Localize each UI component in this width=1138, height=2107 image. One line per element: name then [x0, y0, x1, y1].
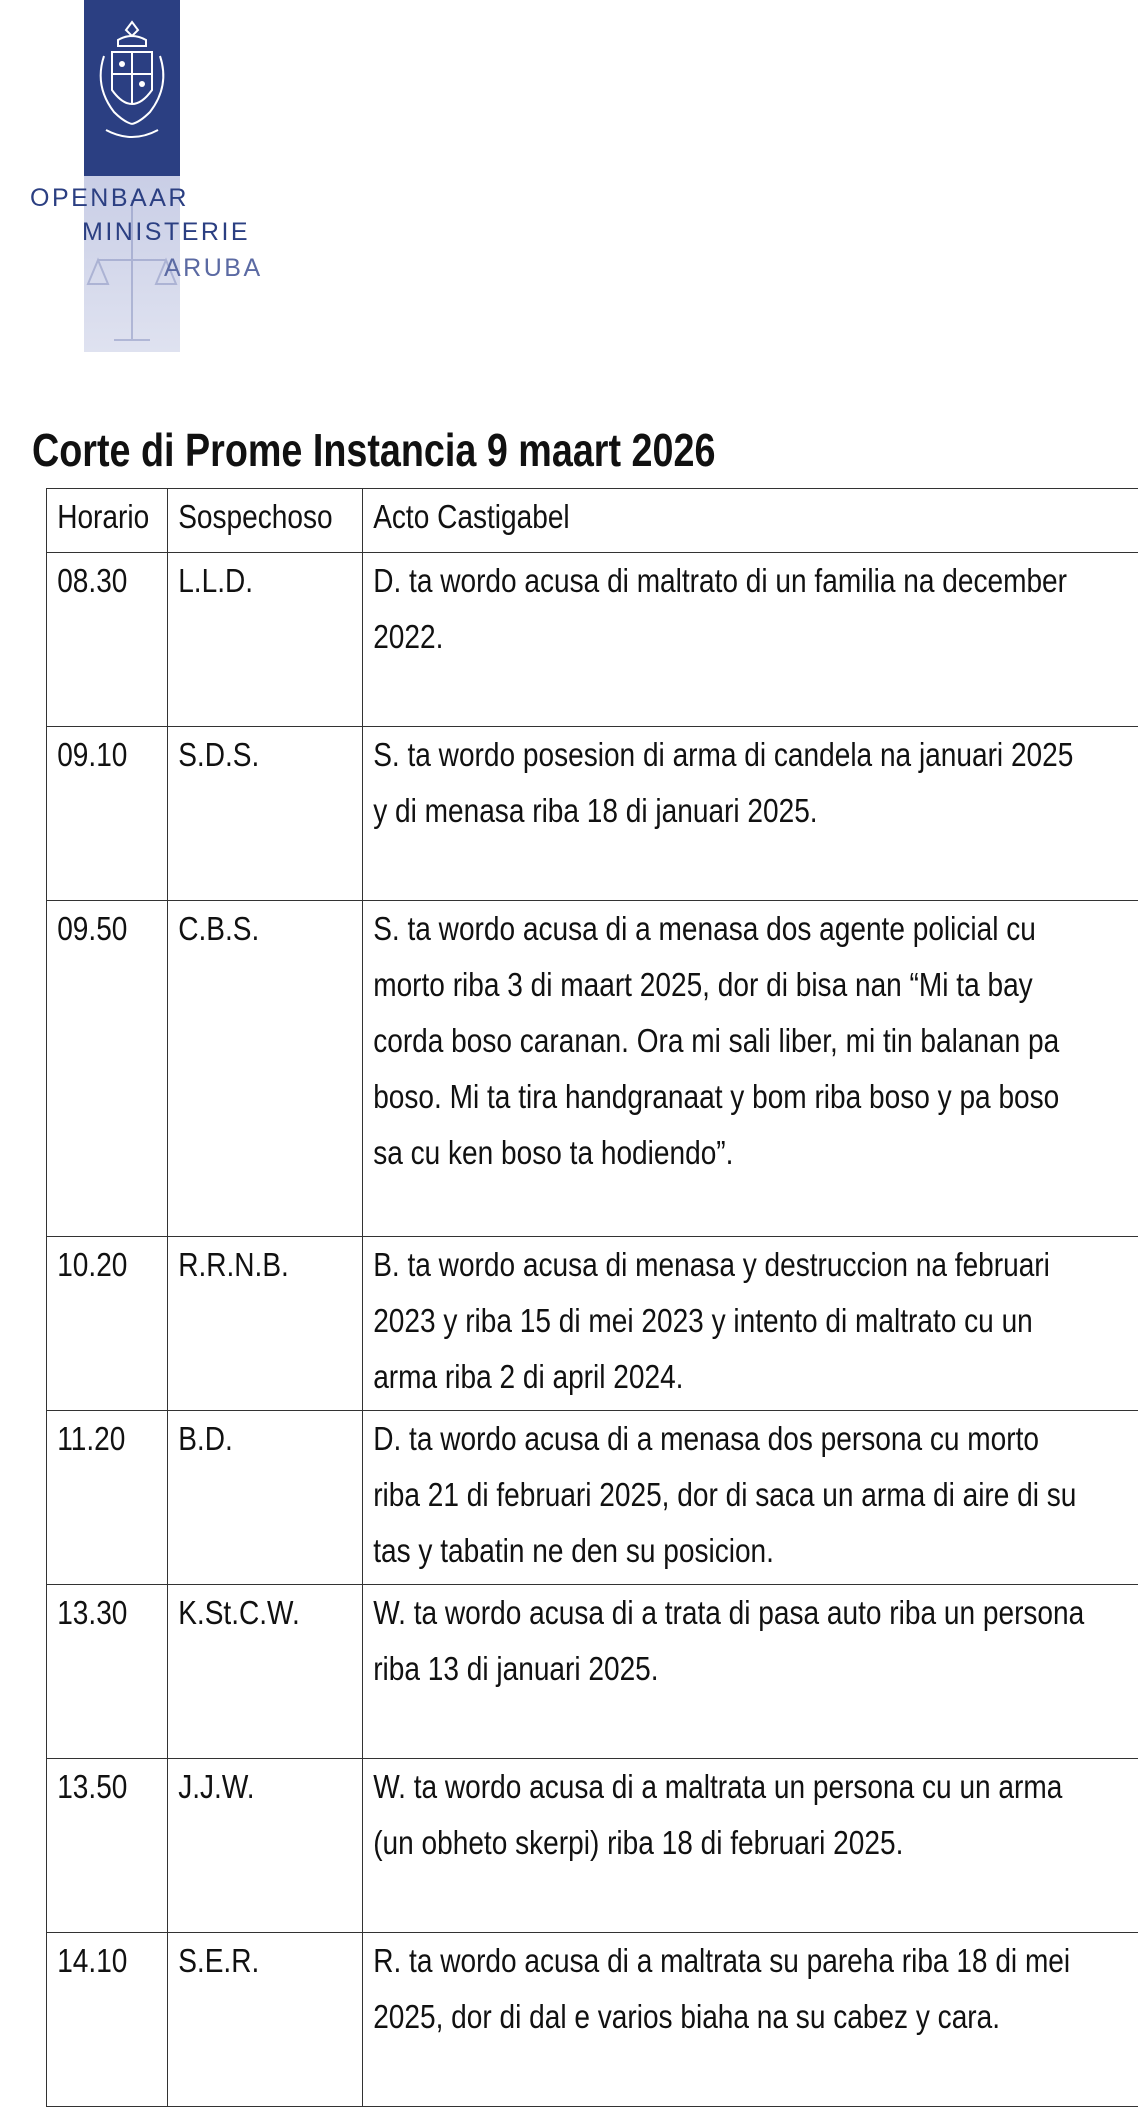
cell-time: 13.30: [47, 1585, 168, 1759]
page-title: Corte di Prome Instancia 9 maart 2026: [32, 423, 715, 477]
column-header-horario: Horario: [47, 489, 168, 553]
logo-text-aruba: ARUBA: [164, 256, 263, 281]
hearings-table: [46, 488, 1138, 2107]
table-row: [47, 553, 1138, 727]
table-row: [47, 1237, 1138, 1411]
logo-text-openbaar: OPENBAAR: [30, 186, 189, 211]
cell-charge: D. ta wordo acusa di maltrato di un familia na december 2022.: [362, 553, 1138, 727]
cell-suspect: R.R.N.B.: [168, 1237, 363, 1411]
cell-charge: B. ta wordo acusa di menasa y destruccion na februari 2023 y riba 15 di mei 2023 y intento di maltrato cu un arma riba 2 di april 2024.: [362, 1237, 1138, 1411]
table-row: [47, 727, 1138, 901]
cell-suspect: L.L.D.: [168, 553, 363, 727]
table-row: [47, 1759, 1138, 1933]
table-row: [47, 1933, 1138, 2107]
openbaar-ministerie-logo: [0, 0, 300, 360]
logo-text-ministerie: MINISTERIE: [82, 220, 250, 245]
cell-charge: S. ta wordo acusa di a menasa dos agente policial cu morto riba 3 di maart 2025, dor di bisa nan “Mi ta bay corda boso caranan. Ora mi sali liber, mi tin balanan pa boso. Mi ta tira handgranaat y bom riba boso y pa boso sa cu ken boso ta hodiendo”.: [362, 901, 1138, 1237]
table-row: [47, 901, 1138, 1237]
cell-time: 09.10: [47, 727, 168, 901]
cell-charge: W. ta wordo acusa di a maltrata un persona cu un arma (un obheto skerpi) riba 18 di februari 2025.: [362, 1759, 1138, 1933]
cell-time: 13.50: [47, 1759, 168, 1933]
coat-of-arms-icon: [84, 12, 180, 162]
cell-charge: R. ta wordo acusa di a maltrata su pareha riba 18 di mei 2025, dor di dal e varios biaha na su cabez y cara.: [362, 1933, 1138, 2107]
cell-time: 10.20: [47, 1237, 168, 1411]
cell-suspect: B.D.: [168, 1411, 363, 1585]
table-row: [47, 1585, 1138, 1759]
cell-suspect: S.D.S.: [168, 727, 363, 901]
cell-charge: W. ta wordo acusa di a trata di pasa auto riba un persona riba 13 di januari 2025.: [362, 1585, 1138, 1759]
cell-time: 09.50: [47, 901, 168, 1237]
cell-suspect: J.J.W.: [168, 1759, 363, 1933]
cell-time: 11.20: [47, 1411, 168, 1585]
cell-charge: S. ta wordo posesion di arma di candela na januari 2025 y di menasa riba 18 di januari 2025.: [362, 727, 1138, 901]
cell-suspect: K.St.C.W.: [168, 1585, 363, 1759]
cell-suspect: S.E.R.: [168, 1933, 363, 2107]
cell-charge: D. ta wordo acusa di a menasa dos persona cu morto riba 21 di februari 2025, dor di saca un arma di aire di su tas y tabatin ne den su posicion.: [362, 1411, 1138, 1585]
table-header-row: [47, 489, 1138, 553]
table-row: [47, 1411, 1138, 1585]
cell-time: 14.10: [47, 1933, 168, 2107]
column-header-sospechoso: Sospechoso: [168, 489, 363, 553]
cell-suspect: C.B.S.: [168, 901, 363, 1237]
cell-time: 08.30: [47, 553, 168, 727]
column-header-acto-castigabel: Acto Castigabel: [362, 489, 1138, 553]
